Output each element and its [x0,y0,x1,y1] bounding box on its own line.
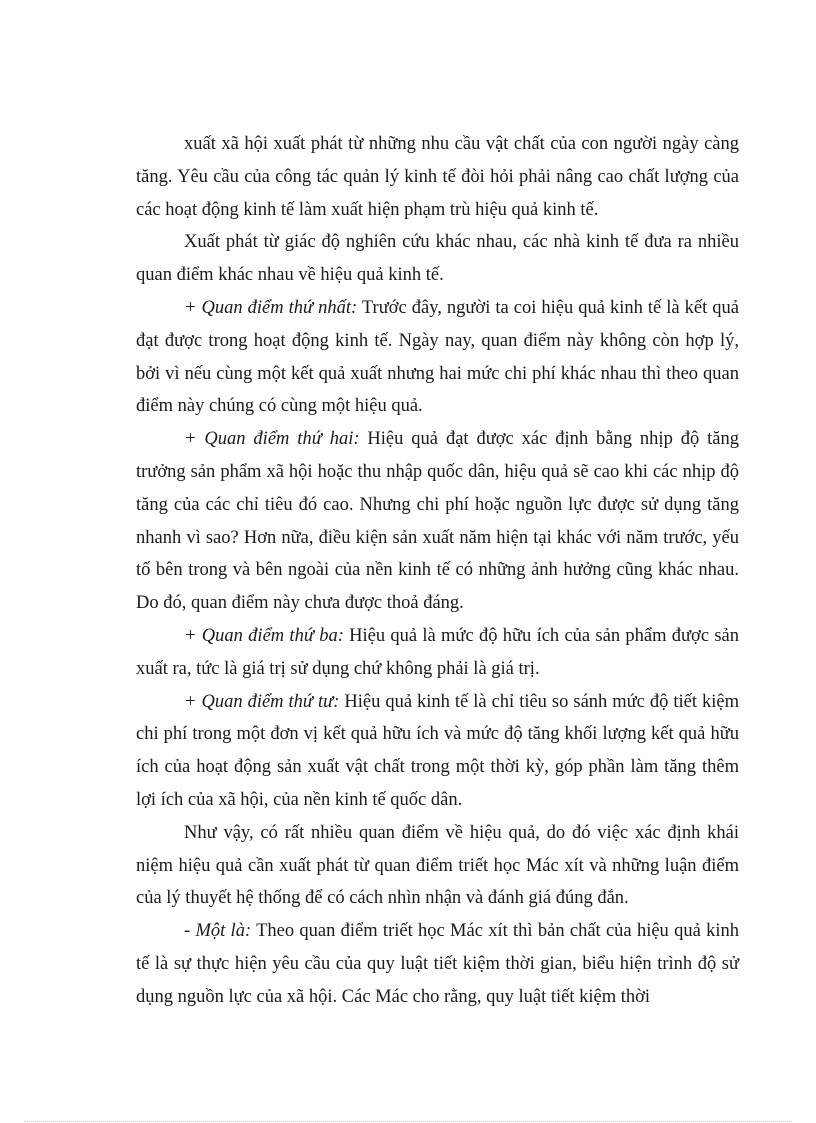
paragraph-viewpoint-2 [136,423,739,620]
paragraph-2 [136,226,739,292]
page-bottom-divider [24,1121,792,1122]
viewpoint-3-lead: + Quan điểm thứ ba: [184,625,344,646]
viewpoint-2-text: Hiệu quả đạt được xác định bằng nhịp độ tăng trưởng sản phẩm xã hội hoặc thu nhập quốc dân, hiệu quả sẽ cao khi các nhịp độ tăng của các chỉ tiêu đó cao. Nhưng chi phí hoặc nguồn lực được sử dụng tăng nhanh vì sao? Hơn nữa, điều kiện sản xuất năm hiện tại khác với năm trước, yếu tố bên trong và bên ngoài của nền kinh tế có những ảnh hưởng cũng khác nhau. Do đó, quan điểm này chưa được thoả đáng. [136,429,739,614]
paragraph-2-text: Xuất phát từ giác độ nghiên cứu khác nhau, các nhà kinh tế đưa ra nhiều quan điểm khác nhau về hiệu quả kinh tế. [136,232,739,286]
paragraph-1-text: xuất xã hội xuất phát từ những nhu cầu vật chất của con người ngày càng tăng. Yêu cầu của công tác quản lý kinh tế đòi hỏi phải nâng cao chất lượng của các hoạt động kinh tế làm xuất hiện phạm trù hiệu quả kinh tế. [136,134,739,220]
paragraph-1 [136,128,739,226]
summary-text: Như vậy, có rất nhiều quan điểm về hiệu quả, do đó việc xác định khái niệm hiệu quả cần xuất phát từ quan điểm triết học Mác xít và những luận điểm của lý thuyết hệ thống để có cách nhìn nhận và đánh giá đúng đắn. [136,822,739,909]
point-one-lead: - Một là: [184,921,252,942]
viewpoint-1-lead: + Quan điểm thứ nhất: [184,297,358,318]
point-one-text: Theo quan điểm triết học Mác xít thì bản chất của hiệu quả kinh tế là sự thực hiện yêu cầu của quy luật tiết kiệm thời gian, biểu hiện trình độ sử dụng nguồn lực của xã hội. Các Mác cho rằng, quy luật tiết kiệm thời [136,921,739,1007]
viewpoint-2-lead: + Quan điểm thứ hai: [184,429,360,450]
body-text [136,128,739,1014]
paragraph-viewpoint-4 [136,686,739,817]
paragraph-point-one [136,915,739,1013]
paragraph-viewpoint-1 [136,292,739,423]
paragraph-viewpoint-3 [136,620,739,686]
viewpoint-1-text: Trước đây, người ta coi hiệu quả kinh tế là kết quả đạt được trong hoạt động kinh tế. Ngày nay, quan điểm này không còn hợp lý, bởi vì nếu cùng một kết quả xuất nhưng hai mức chi phí khác nhau thì theo quan điểm này chúng có cùng một hiệu quả. [136,297,739,417]
viewpoint-4-lead: + Quan điểm thứ tư: [184,691,340,712]
viewpoint-3-text: Hiệu quả là mức độ hữu ích của sản phẩm được sản xuất ra, tức là giá trị sử dụng chứ không phải là giá trị. [136,625,739,679]
viewpoint-4-text: Hiệu quả kinh tế là chỉ tiêu so sánh mức độ tiết kiệm chi phí trong một đơn vị kết quả hữu ích và mức độ tăng khối lượng kết quả hữu ích của hoạt động sản xuất vật chất trong một thời kỳ, góp phần làm tăng thêm lợi ích của xã hội, của nền kinh tế quốc dân. [136,691,739,810]
paragraph-summary [136,817,739,915]
